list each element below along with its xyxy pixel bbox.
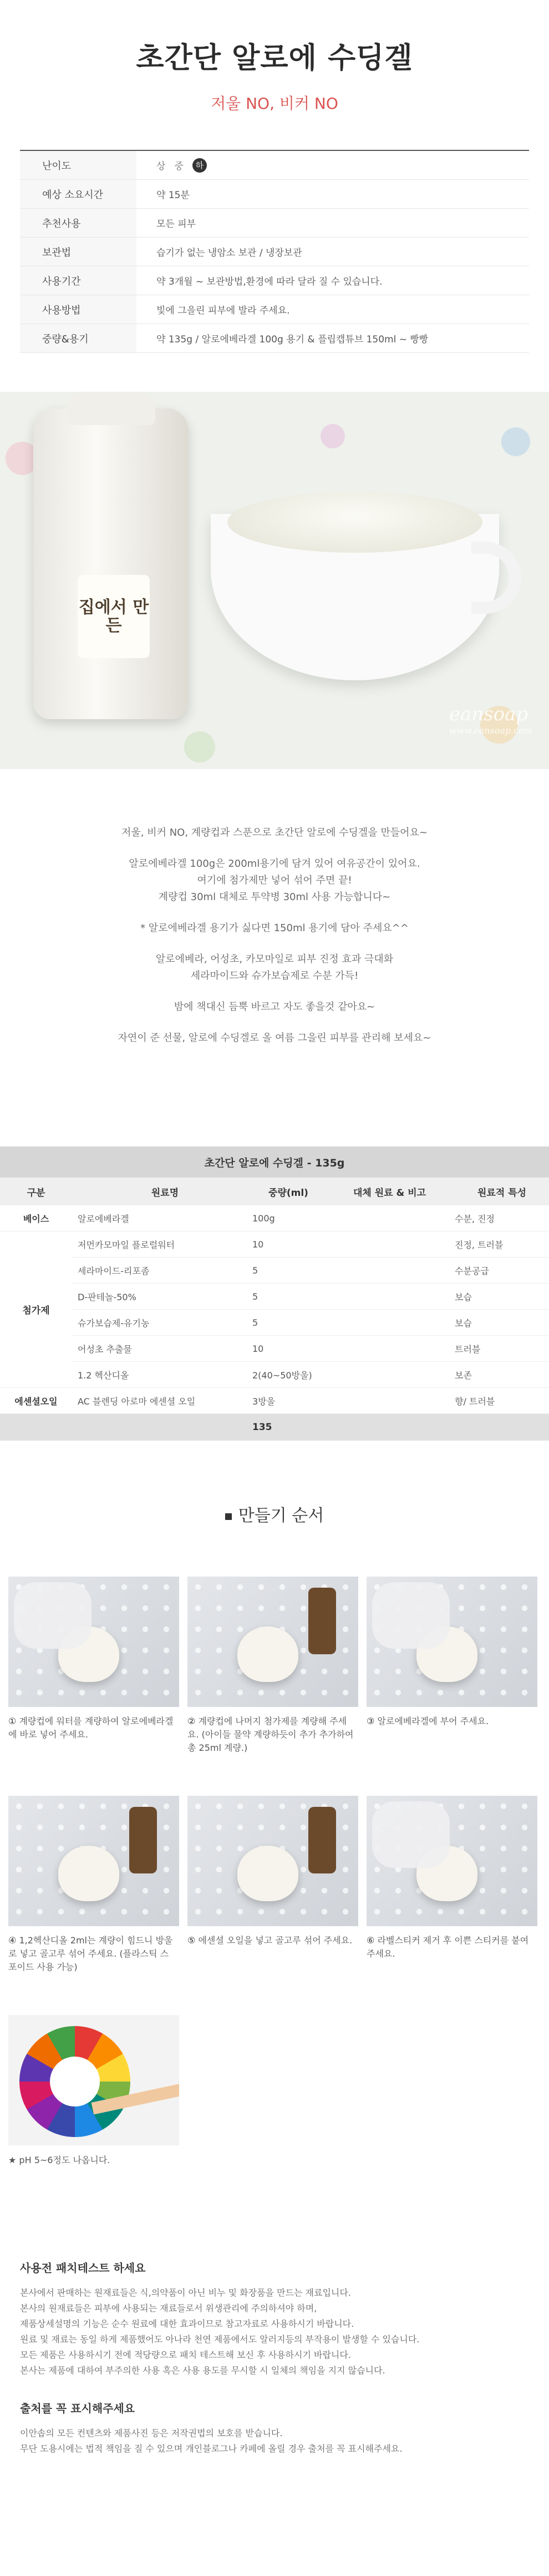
recipe-table (0, 1146, 549, 1441)
info-row-time (20, 180, 529, 209)
intro-paragraph: 알로에베라, 어성초, 카모마일로 피부 진정 효과 극대화 세라마이드와 슈가보습제로 수분 가득! (155, 953, 394, 982)
notice-line: 본사에서 판매하는 원재료들은 식,의약품이 아닌 비누 및 화장품을 만드는 재료입니다. (20, 2287, 351, 2298)
steps-row (8, 1577, 541, 1796)
ingredient-feature: 보습 (455, 1291, 472, 1302)
step-text: 에센셜 오일을 넣고 골고루 섞어 주세요. (198, 1935, 353, 1946)
col-header: 원료명 (151, 1187, 179, 1199)
step-photo (8, 1796, 179, 1926)
row-category: 베이스 (23, 1213, 49, 1224)
recipe-header-row (0, 1178, 549, 1205)
ingredient-amount: 3방울 (252, 1396, 276, 1407)
notice-title: 사용전 패치테스트 하세요 (20, 2261, 146, 2275)
row-category: 에센셜오일 (14, 1396, 58, 1407)
info-value: 습기가 없는 냉암소 보관 / 냉장보관 (156, 248, 302, 259)
info-key: 난이도 (20, 151, 136, 179)
info-key: 예상 소요시간 (20, 180, 136, 208)
table-row (72, 1257, 549, 1284)
ingredient-amount: 5 (252, 1291, 258, 1302)
ingredient-name: 슈가보습제-유기농 (78, 1317, 150, 1329)
col-header: 대체 원료 & 비고 (353, 1187, 426, 1199)
notice-line: 모든 제품은 사용하시기 전에 적당량으로 패치 테스트해 보신 후 사용하시기 바랍니다. (20, 2350, 351, 2360)
difficulty-high: 상 (156, 161, 166, 172)
ingredient-name: D-판테놀-50% (78, 1291, 136, 1302)
table-row (72, 1310, 549, 1336)
ingredient-amount: 5 (252, 1265, 258, 1276)
step-card (187, 1796, 358, 2015)
ingredient-feature: 보존 (455, 1370, 472, 1381)
ingredient-feature: 수분, 진정 (455, 1213, 495, 1224)
recipe-total-row (0, 1414, 549, 1441)
step-card (8, 1796, 179, 2015)
ingredient-amount: 100g (252, 1213, 275, 1224)
step-number: ③ (367, 1716, 375, 1726)
step-text: 1,2헥산디올 2ml는 계량이 힘드니 방울로 넣고 골고루 섞어 주세요. (플라스틱 스포이드 사용 가능) (8, 1935, 173, 1972)
additive-rows (72, 1231, 549, 1388)
ingredient-feature: 진정, 트러블 (455, 1239, 504, 1250)
table-row (72, 1231, 549, 1257)
step-photo (367, 1796, 537, 1926)
info-row-weight (20, 324, 529, 353)
col-header: 원료적 특성 (477, 1187, 527, 1199)
recipe-total: 135 (252, 1422, 272, 1433)
watermark (449, 703, 532, 736)
info-key: 중량&용기 (20, 324, 136, 352)
step-caption (8, 1715, 179, 1741)
step-caption (367, 1715, 537, 1728)
step-photo (8, 1577, 179, 1707)
step-caption (187, 1934, 358, 1947)
notice-section (0, 2259, 549, 2457)
gel-cup (211, 481, 521, 703)
ingredient-feature: 보습 (455, 1317, 472, 1329)
ingredient-name: 알로에베라겔 (78, 1213, 129, 1224)
ingredient-amount: 5 (252, 1317, 258, 1328)
product-photo (0, 392, 549, 769)
info-key: 사용기간 (20, 266, 136, 295)
ph-note: ★ pH 5~6정도 나옵니다. (8, 2155, 110, 2165)
info-value: 모든 피부 (156, 219, 196, 230)
ingredient-name: 세라마이드-리포좀 (78, 1265, 150, 1276)
steps-title-text: 만들기 순서 (238, 1506, 324, 1526)
table-row (72, 1336, 549, 1362)
page-subtitle: 저울 NO, 비커 NO (211, 94, 338, 113)
recipe-title: 초간단 알로에 수딩겔 - 135g (0, 1146, 549, 1178)
additives-block (0, 1231, 549, 1388)
intro-paragraph: 자연이 준 선물, 알로에 수딩겔로 올 여름 그을린 피부를 관리해 보세요~ (118, 1032, 431, 1044)
notice-source-section (20, 2400, 529, 2457)
ingredient-name: 저먼카모마일 플로럴워터 (78, 1239, 175, 1250)
ph-test-photo (8, 2015, 179, 2145)
step-card (187, 1577, 358, 1796)
aloe-gel (227, 492, 482, 553)
watermark-url: www.eansoap.com (449, 725, 532, 736)
difficulty-mid: 중 (174, 161, 184, 172)
intro-text (0, 769, 549, 1146)
step-photo (367, 1577, 537, 1707)
ingredient-amount: 2(40~50방울) (252, 1370, 312, 1381)
watermark-brand: eansoap (449, 703, 528, 725)
step-card (367, 1796, 537, 2015)
info-row-difficulty (20, 151, 529, 180)
info-key: 사용방법 (20, 295, 136, 324)
ingredient-name: AC 블렌딩 아로마 에센셜 오일 (78, 1396, 196, 1407)
intro-paragraph: * 알로에베라겔 용기가 싫다면 150ml 용기에 담아 주세요^^ (140, 922, 409, 934)
step-caption (367, 1934, 537, 1961)
ph-color-wheel (19, 2026, 130, 2137)
ingredient-name: 어성초 추출물 (78, 1343, 132, 1355)
info-value: 약 135g / 알로에베라겔 100g 용기 & 플립캡튜브 150ml ~ 빵빵 (156, 334, 429, 345)
intro-paragraph: 밤에 책대신 듬뿍 바르고 자도 좋을것 같아요~ (174, 1001, 375, 1013)
ingredient-feature: 수분공급 (455, 1265, 489, 1276)
step-number: ① (8, 1716, 17, 1726)
bottle-cap (67, 392, 155, 425)
info-key: 추천사용 (20, 209, 136, 237)
table-row (72, 1362, 549, 1388)
step-caption (187, 1715, 358, 1755)
ph-test-block (0, 2015, 549, 2259)
hero-header (0, 0, 549, 150)
info-value: 약 3개월 ~ 보관방법,환경에 따라 달라 질 수 있습니다. (156, 276, 383, 287)
page-title: 초간단 알로에 수딩겔 (136, 42, 413, 75)
step-text: 라벨스티커 제거 후 이쁜 스티커를 붙여 주세요. (367, 1935, 529, 1959)
gel-bottle (33, 408, 189, 719)
step-number: ② (187, 1716, 196, 1726)
intro-paragraph: 저울, 비커 NO, 계량컵과 스푼으로 초간단 알로에 수딩겔을 만들어요~ (121, 827, 428, 839)
step-number: ⑥ (367, 1935, 375, 1946)
table-row (0, 1205, 549, 1231)
notice-title: 출처를 꼭 표시해주세요 (20, 2402, 135, 2415)
info-row-usage (20, 295, 529, 324)
steps-title (0, 1441, 549, 1577)
step-number: ⑤ (187, 1935, 196, 1946)
info-value: 빛에 그을린 피부에 발라 주세요. (156, 305, 290, 316)
step-photo (187, 1796, 358, 1926)
ingredient-amount: 10 (252, 1239, 264, 1250)
intro-paragraph: 알로에베라겔 100g은 200ml용기에 담겨 있어 여유공간이 있어요. 여기에 첨가제만 넣어 섞어 주면 끝! 계량컵 30ml 대체로 투약병 30ml 사용 가능합니다~ (129, 858, 420, 903)
col-header: 구분 (27, 1187, 45, 1199)
ingredient-feature: 트러블 (455, 1343, 481, 1355)
info-row-period (20, 266, 529, 295)
info-row-recommend (20, 209, 529, 238)
table-row (72, 1284, 549, 1310)
notice-line: 제품상세설명의 기능은 순수 원료에 대한 효과이므로 참고자료로 사용하시기 바랍니다. (20, 2319, 354, 2329)
difficulty-low-selected: 하 (192, 158, 207, 173)
bullet-icon (225, 1513, 232, 1520)
col-header: 중량(ml) (268, 1187, 308, 1199)
notice-line: 본사의 원재료들은 피부에 사용되는 재료들로서 위생관리에 주의하셔야 하며, (20, 2303, 317, 2314)
notice-line: 무단 도용시에는 법적 책임을 질 수 있으며 개인블로그나 카페에 올릴 경우 출처를 꼭 표시해주세요. (20, 2443, 403, 2454)
table-row (0, 1388, 549, 1414)
row-category: 첨가제 (0, 1231, 72, 1388)
steps-grid (0, 1577, 549, 2015)
step-text: 알로에베라겔에 부어 주세요. (377, 1716, 489, 1726)
step-card (367, 1577, 537, 1796)
step-text: 계량컵에 나머지 첨가제를 계량해 주세요. (아이들 물약 계량하듯이 추가 추가하여 총 25ml 계량.) (187, 1716, 354, 1753)
notice-line: 원료 및 재료는 동일 하게 제품했어도 아나라 천연 제품에서도 알러지등의 부작용이 발생할 수 있습니다. (20, 2334, 420, 2345)
info-value: 약 15분 (156, 190, 190, 201)
difficulty-levels (136, 158, 207, 173)
steps-row (8, 1796, 541, 2015)
step-number: ④ (8, 1935, 17, 1946)
notice-line: 본사는 제품에 대하여 부주의한 사용 혹은 사용 용도를 무시할 시 일체의 책임을 지지 않습니다. (20, 2365, 385, 2376)
step-card (8, 1577, 179, 1796)
ingredient-amount: 10 (252, 1343, 264, 1354)
ingredient-name: 1.2 헥산디올 (78, 1370, 129, 1381)
bottle-label: 집에서 만든 (78, 575, 150, 658)
info-table (20, 150, 529, 353)
step-caption (8, 1934, 179, 1974)
info-row-storage (20, 238, 529, 266)
cup-handle (471, 542, 521, 614)
notice-line: 이안솝의 모든 컨텐츠와 제품사진 등은 저작권법의 보호를 받습니다. (20, 2428, 283, 2438)
step-text: 계량컵에 워터를 계량하여 알로에베라겔에 바로 넣어 주세요. (8, 1716, 174, 1740)
info-key: 보관법 (20, 238, 136, 266)
step-photo (187, 1577, 358, 1707)
ingredient-feature: 향/ 트러블 (455, 1396, 495, 1407)
